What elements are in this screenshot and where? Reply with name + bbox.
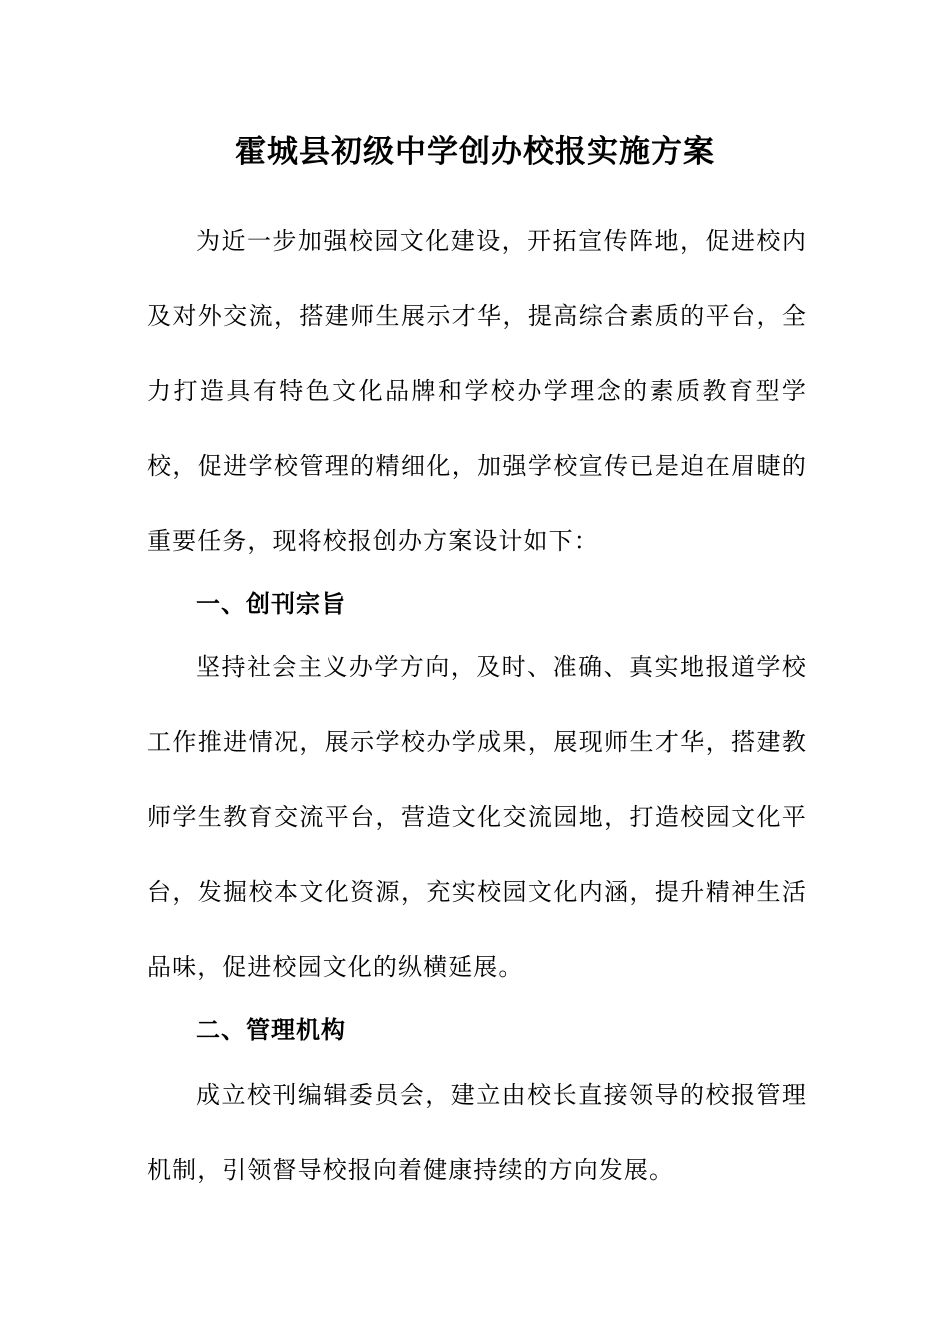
document-title: 霍城县初级中学创办校报实施方案 — [235, 134, 715, 170]
management-paragraph: 成立校刊编辑委员会，建立由校长直接领导的校报管理机制，引领督导校报向着健康持续的方向发展。 — [147, 1081, 807, 1184]
section-heading-management: 二、管理机构 — [196, 1016, 346, 1044]
purpose-paragraph: 坚持社会主义办学方向，及时、准确、真实地报道学校工作推进情况，展示学校办学成果，展现师生才华，搭建教师学生教育交流平台，营造文化交流园地，打造校园文化平台，发掘校本文化资源，充实校园文化内涵，提升精神生活品味，促进校园文化的纵横延展。 — [147, 653, 807, 981]
section-heading-purpose: 一、创刊宗旨 — [196, 590, 346, 618]
intro-paragraph: 为近一步加强校园文化建设，开拓宣传阵地，促进校内及对外交流，搭建师生展示才华，提高综合素质的平台，全力打造具有特色文化品牌和学校办学理念的素质教育型学校，促进学校管理的精细化，加强学校宣传已是迫在眉睫的重要任务，现将校报创办方案设计如下： — [147, 227, 807, 555]
